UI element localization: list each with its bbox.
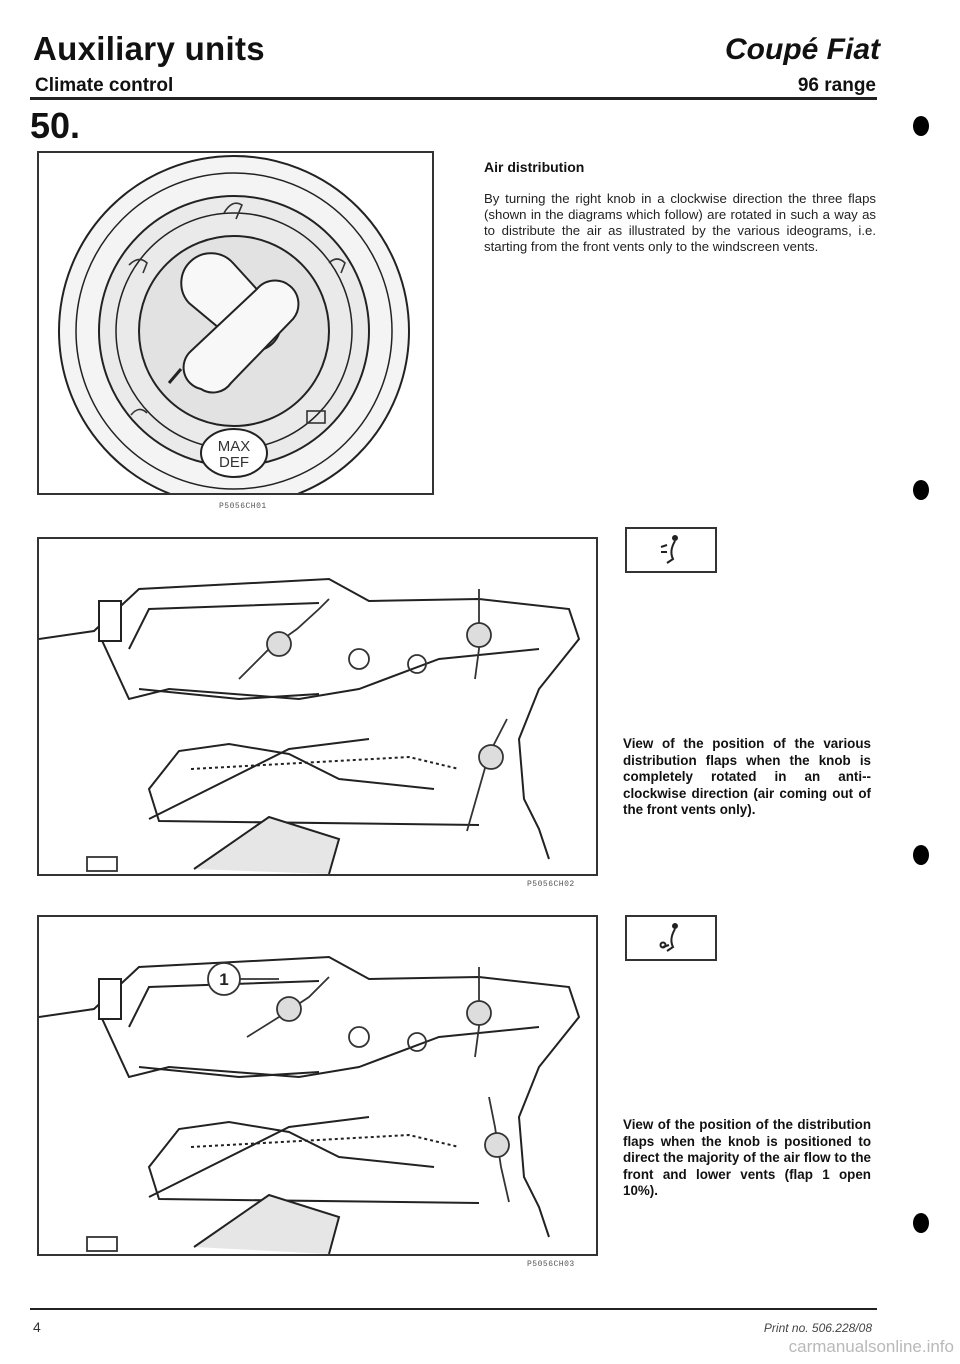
flap-diagram-1-illustration: [39, 539, 596, 874]
flap-diagram-2-illustration: [39, 917, 596, 1254]
diagram-1-caption: View of the position of the various distribution flaps when the knob is completely rotated in an anti-- clockwise direction (air coming out of the front vents only).: [623, 736, 871, 817]
figure-code: P5056CH02: [527, 880, 575, 889]
knob-illustration: [39, 153, 432, 493]
binder-hole: [913, 480, 929, 500]
air-distribution-heading: Air distribution: [484, 159, 585, 175]
watermark: carmanualsonline.info: [788, 1337, 954, 1356]
knob-label-max: MAX: [217, 438, 251, 455]
figure-code: P5056CH01: [219, 502, 267, 511]
vent-face-icon: [625, 527, 717, 573]
subsection-title: Climate control: [35, 75, 174, 96]
model-name: Coupé Fiat: [725, 33, 880, 66]
flap-diagram-2: [37, 915, 598, 1256]
page-number: 50.: [30, 105, 81, 146]
air-distribution-body: By turning the right knob in a clockwise direction the three flaps (shown in the diagrams which follow) are rotated in such a way as to distribute the air as illustrated by the various ideograms, i.e. starting from the front vents only to the windscreen vents.: [484, 191, 876, 254]
binder-hole: [913, 845, 929, 865]
model-range: 96 range: [797, 75, 876, 96]
footer-page-number: 4: [33, 1319, 41, 1335]
diagram-2-caption: View of the position of the distribution flaps when the knob is positioned to direct the majority of the air flow to the front and lower vents (flap 1 open 10%).: [623, 1117, 871, 1198]
knob-figure: [37, 151, 434, 495]
section-title: Auxiliary units: [33, 30, 265, 67]
footer-print-number: Print no. 506.228/08: [763, 1321, 872, 1335]
vent-face-feet-icon: [625, 915, 717, 961]
figure-code: P5056CH03: [527, 1260, 575, 1269]
binder-hole: [913, 116, 929, 136]
flap-callout-1: 1: [219, 970, 229, 989]
footer-rule: [30, 1308, 877, 1310]
binder-hole: [913, 1213, 929, 1233]
flap-diagram-1: [37, 537, 598, 876]
knob-label-def: DEF: [219, 454, 249, 471]
header-rule: [30, 97, 877, 100]
